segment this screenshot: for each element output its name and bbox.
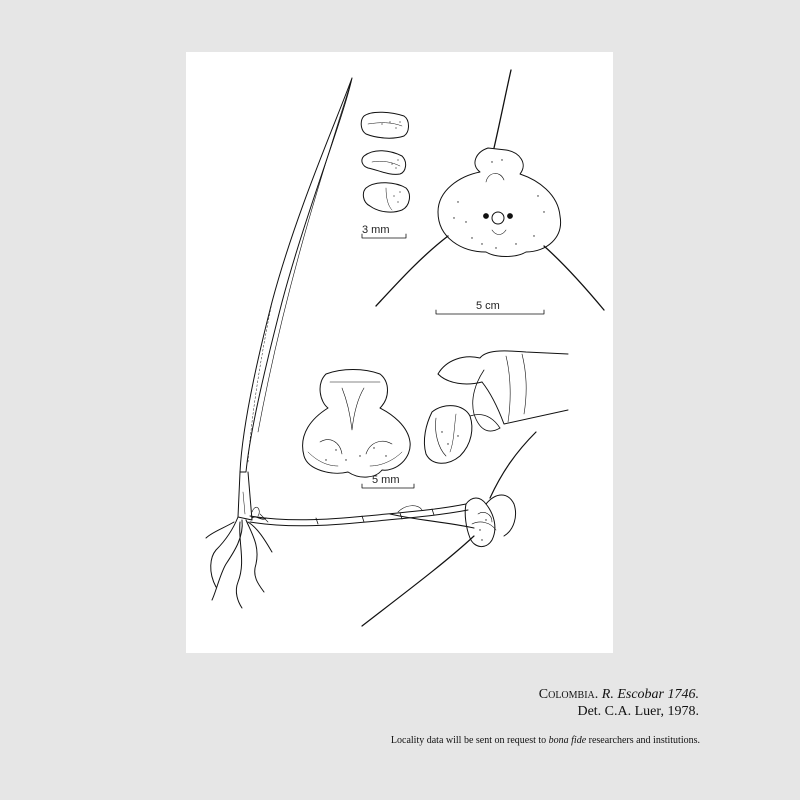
note-text-italic: bona fide — [548, 735, 587, 746]
note-text-after: researchers and institutions. — [586, 735, 700, 746]
rhizome-drawing — [250, 504, 468, 526]
leaf-drawing — [238, 78, 352, 520]
botanical-illustration-plate — [186, 52, 613, 653]
lip-flattened-drawing — [303, 370, 411, 478]
lip-views-drawing — [361, 112, 409, 212]
roots-drawing — [206, 517, 272, 608]
rhizome-flower-drawing — [362, 432, 536, 626]
column-detail-drawing — [424, 351, 568, 463]
scale-label-detail: 5 mm — [372, 474, 400, 486]
orchid-drawing — [186, 52, 613, 653]
scale-label-small: 3 mm — [362, 224, 390, 236]
country: Colombia. — [538, 687, 599, 702]
stippling — [325, 121, 544, 540]
collector: R. Escobar 1746. — [601, 687, 699, 702]
note-text-before: Locality data will be sent on request to — [390, 735, 549, 746]
determination-line: Det. C.A. Luer, 1978. — [577, 704, 699, 719]
specimen-caption — [539, 686, 699, 720]
flower-front-drawing — [376, 70, 604, 310]
locality-note — [391, 735, 700, 746]
scale-label-flower: 5 cm — [476, 300, 500, 312]
collection-line — [539, 686, 699, 703]
